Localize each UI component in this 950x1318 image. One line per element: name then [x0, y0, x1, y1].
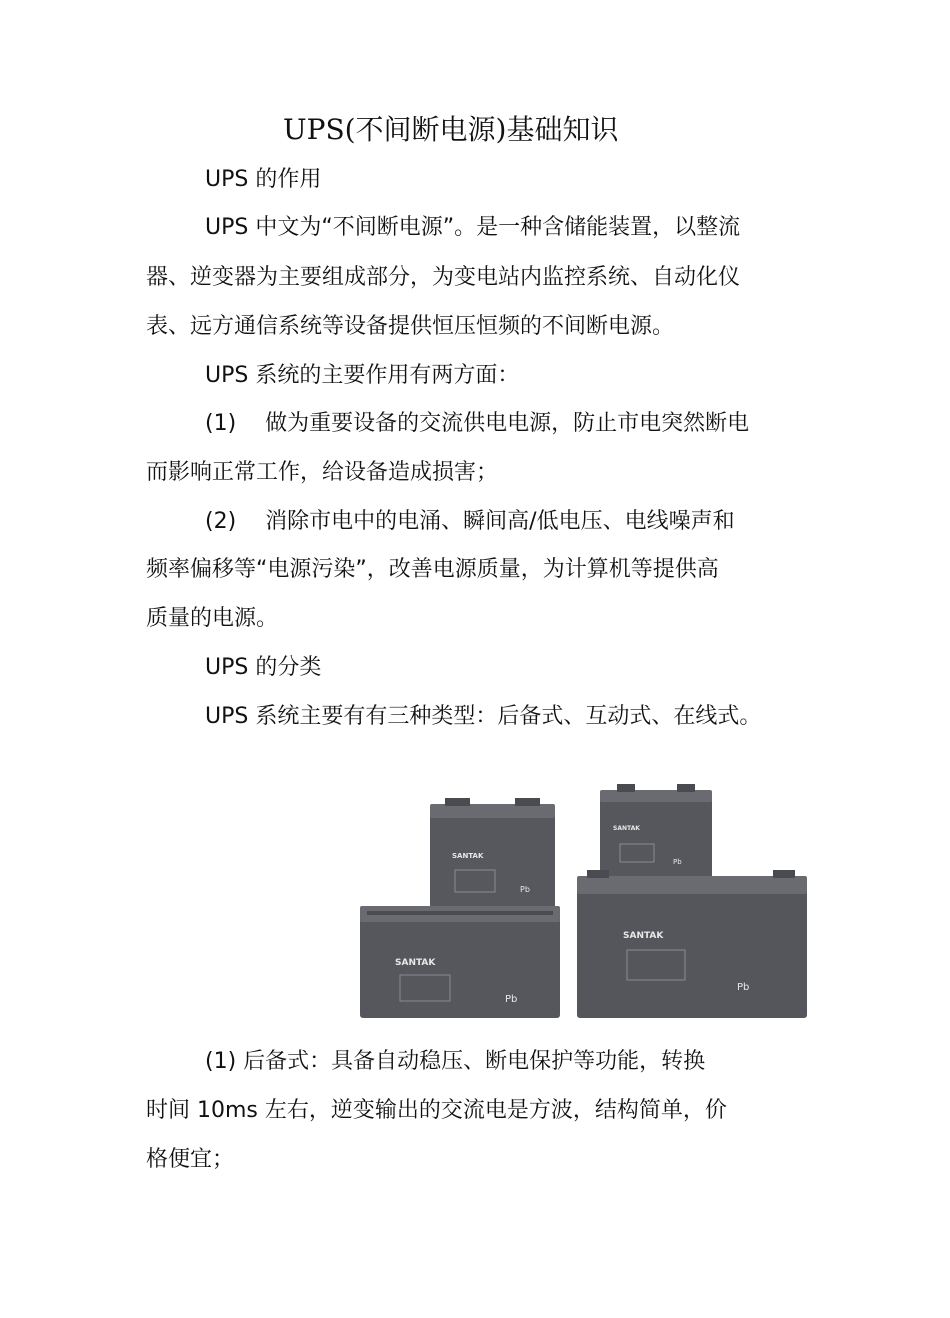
- pb-mark: Pb: [505, 994, 518, 1005]
- paragraph-line: 表、远方通信系统等设备提供恒压恒频的不间断电源。: [146, 314, 675, 339]
- paragraph-line: UPS 系统的主要作用有两方面：: [205, 363, 520, 388]
- paragraph-line: 格便宜；: [146, 1147, 235, 1172]
- page-title: UPS(不间断电源)基础知识: [283, 113, 619, 146]
- pb-mark: Pb: [737, 982, 750, 993]
- paragraph-line: 而影响正常工作，给设备造成损害；: [146, 460, 499, 485]
- list-item-backup: (1) 后备式：具备自动稳压、断电保护等功能，转换: [205, 1049, 706, 1074]
- pb-mark: Pb: [673, 858, 682, 866]
- brand-label: SANTAK: [452, 852, 484, 860]
- paragraph-line: UPS 系统主要有有三种类型：后备式、互动式、在线式。: [205, 704, 762, 729]
- list-item-1: (1) 做为重要设备的交流供电电源，防止市电突然断电: [205, 411, 750, 436]
- section-heading-role: UPS 的作用: [205, 167, 322, 192]
- battery-large-right: [577, 870, 807, 1018]
- brand-label: SANTAK: [613, 825, 640, 832]
- paragraph-line: UPS 中文为“不间断电源”。是一种含储能装置，以整流: [205, 215, 741, 240]
- battery-small-left: [430, 798, 555, 922]
- paragraph-line: 时间 10ms 左右，逆变输出的交流电是方波，结构简单，价: [146, 1098, 727, 1123]
- paragraph-line: 频率偏移等“电源污染”，改善电源质量，为计算机等提供高: [146, 557, 719, 582]
- battery-large-left: [360, 906, 560, 1018]
- brand-label: SANTAK: [623, 931, 664, 941]
- paragraph-line: 器、逆变器为主要组成部分，为变电站内监控系统、自动化仪: [146, 265, 741, 290]
- section-heading-types: UPS 的分类: [205, 655, 322, 680]
- paragraph-line: 质量的电源。: [146, 606, 279, 631]
- ups-battery-photo: [355, 780, 815, 1025]
- brand-label: SANTAK: [395, 958, 436, 968]
- list-item-2: (2) 消除市电中的电涌、瞬间高/低电压、电线噪声和: [205, 509, 735, 534]
- pb-mark: Pb: [520, 885, 530, 894]
